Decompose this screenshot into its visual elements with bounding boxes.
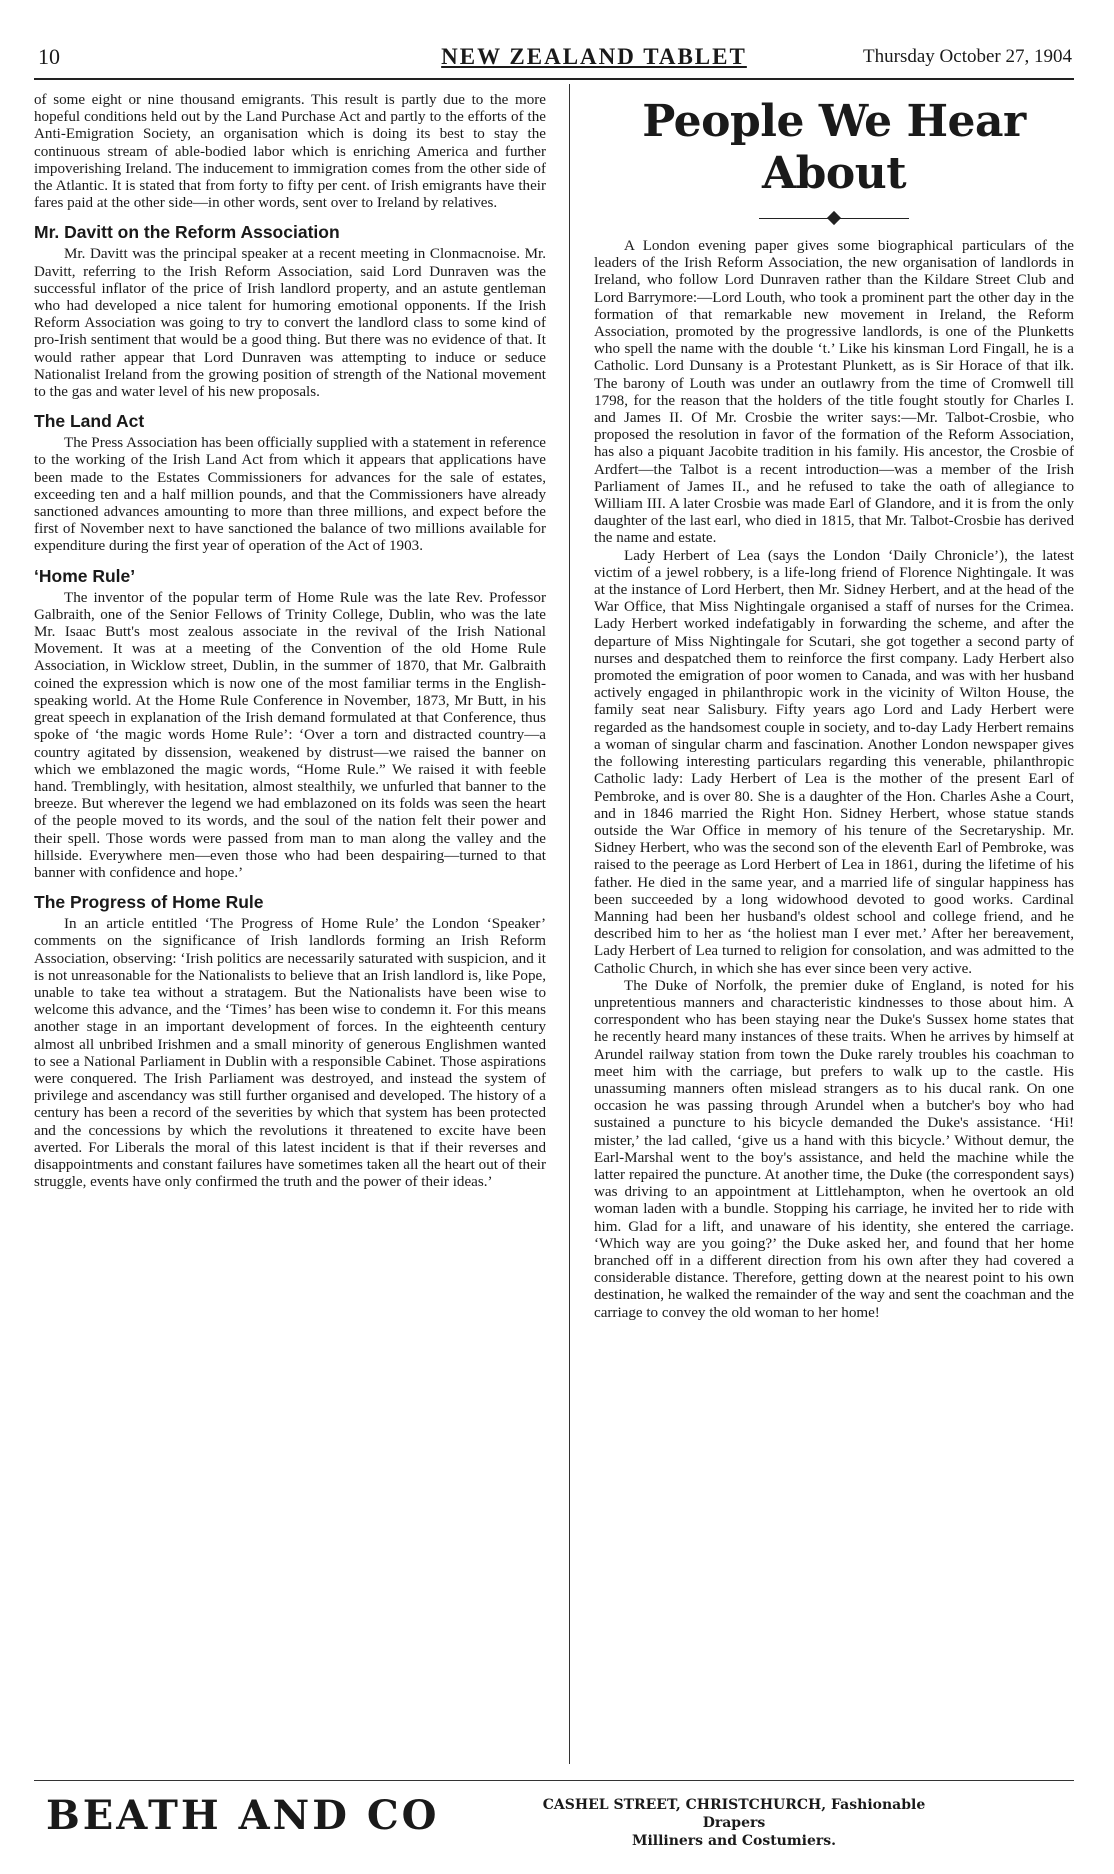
section-heading: The Progress of Home Rule <box>34 892 264 913</box>
article-paragraph: The inventor of the popular term of Home Rule was the late Rev. Professor Galbraith, one of the Senior Fellows of Trinity College, Dublin, who was the late Mr. Isaac Butt's most zealous associate in the revival of the Irish National Movement. It was at a meeting of the Convention of the old Home Rule Association, in Wicklow street, Dublin, in the summer of 1870, that Mr. Galbraith coined the expression which is now one of the most familiar terms in the English-speaking world. At the Home Rule Conference in November, 1873, Mr Butt, in his great speech in explanation of the Irish demand formulated at that Conference, thus spoke of ‘the magic words Home Rule’: ‘Over a torn and distracted country—a country agitated by dissension, weakened by distrust—we raised the banner on which we emblazoned the magic words, “Home Rule.” We raised it with feeble hand. Tremblingly, with hesitation, almost stealthily, we unfurled that banner to the breeze. But wherever the legend we had emblazoned on its folds was seen the heart of the people moved to its words, and the soul of the nation felt their power and their spell. Those words were passed from man to man along the valley and the hillside. Everywhere men—even those who had been despairing—turned to that banner with confidence and hope.’ <box>34 589 546 881</box>
page-number: 10 <box>38 44 60 69</box>
article-paragraph: Mr. Davitt was the principal speaker at a recent meeting in Clonmacnoise. Mr. Davitt, referring to the Irish Reform Association, said Lord Dunraven was the successful inflator of the price of Irish landlord property, and an astute gentleman who had developed a nice talent for humoring emotional opponents. If the Irish Reform Association was going to try to convert the landlord class to some kind of pro-Irish sentiment that would be a good thing. But there was no evidence of that. It would rather appear that Lord Dunraven was attempting to induce or seduce Nationalist Ireland from the growing position of strength of the National movement to the gas and water level of his new proposals. <box>34 246 546 401</box>
left-column <box>34 92 546 1191</box>
section-heading: Mr. Davitt on the Reform Association <box>34 222 340 243</box>
advertiser-details <box>534 1796 934 1850</box>
advertiser-trade: Milliners and Costumiers. <box>631 1833 837 1849</box>
advertiser-name: BEATH AND CO <box>46 1792 440 1839</box>
column-title: People We Hear About <box>642 96 1026 199</box>
page-header <box>34 42 1074 76</box>
right-column <box>594 96 1074 1322</box>
footer-advertisement <box>34 1780 1074 1849</box>
article-paragraph: The Press Association has been officially supplied with a statement in reference to the working of the Irish Land Act from which it appears that applications have been made to the Estates Commissioners for advances for the sale of estates, exceeding ten and a half million pounds, and that the Commissioners have already sanctioned advances amounting to more than three millions, and expect before the first of November next to have sanctioned the balance of two millions available for expenditure during the first year of operation of the Act of 1903. <box>34 435 546 555</box>
footer-rule <box>34 1780 1074 1781</box>
article-paragraph: A London evening paper gives some biographical particulars of the leaders of the Irish Reform Association, the new organisation of landlords in Ireland, who follow Lord Dunraven rather than the Kildare Street Club and Lord Barrymore:—Lord Louth, who took a prominent part the other day in the formation of that remarkable new movement in Ireland, the Reform Association, promoted by the progressive landlords, is one of the Plunketts who spell the name with the double ‘t.’ Like his kinsman Lord Fingall, he is a Catholic. Lord Dunsany is a Protestant Plunkett, as is Sir Horace of that ilk. The barony of Louth was under an outlawry from the time of Cromwell till 1798, for the reason that the holders of the title fought stoutly for Charles I. and James II. Of Mr. Crosbie the writer says:—Mr. Talbot-Crosbie, who proposed the resolution in favor of the formation of the Reform Association, has also a piquant Jacobite tradition in his family. His ancestor, the Crosbie of Ardfert—the Talbot is a recent introduction—was a member of the Irish Parliament of James II., and he refused to take the oath of allegiance to William III. A later Crosbie was made Earl of Glandore, and it is from the only daughter of the last earl, who died in 1815, that Mr. Talbot-Crosbie has derived the name and estate. <box>594 238 1074 547</box>
masthead: NEW ZEALAND TABLET <box>441 44 747 69</box>
advertiser-address: CASHEL STREET, CHRISTCHURCH, Fashionable Drapers <box>542 1797 926 1831</box>
column-divider <box>569 84 570 1764</box>
article-paragraph: The Duke of Norfolk, the premier duke of England, is noted for his unpretentious manners and characteristic kindnesses to those about him. A correspondent who has been staying near the Duke's Sussex home states that he recently heard many instances of these traits. When he arrives by himself at Arundel railway station from town the Duke rarely troubles his coachman to meet him with the carriage, but prefers to walk up to the castle. His unassuming manners often mislead strangers as to his ducal rank. On one occasion he was passing through Arundel when a butcher's boy who had sustained a puncture to his bicycle demanded the Duke's assistance. ‘Hi! mister,’ the lad called, ‘give us a hand with this bicycle.’ Without demur, the Earl-Marshal went to the boy's assistance, and held the machine while the latter repaired the puncture. At another time, the Duke (the correspondent says) was driving to an appointment at Littlehampton, when he overtook an old woman laden with a bundle. Stopping his carriage, he invited her to ride with him. Glad for a lift, and unaware of his identity, she entered the carriage. ‘Which way are you going?’ the Duke asked her, and found that her home branched off in a different direction from his own after they had covered a considerable distance. Therefore, getting down at the nearest point to his own destination, he walked the remainder of the way and sent the coachman and the carriage to convey the old woman to her home! <box>594 977 1074 1321</box>
article-paragraph: In an article entitled ‘The Progress of Home Rule’ the London ‘Speaker’ comments on the significance of Irish landlords forming an Irish Reform Association, observing: ‘Irish politics are necessarily saturated with suspicion, and it is not unreasonable for the Nationalists to believe that an Irish landlord is, like Pope, unable to take tea without a stratagem. But the Nationalists have been wise to welcome this advance, and the ‘Times’ has been wise to condemn it. For this means another stage in an important development of forces. In the eighteenth century almost all unbribed Irishmen and a small minority of generous Englishmen wanted to see a National Parliament in Dublin with a responsible Cabinet. Those aspirations were conquered. The Irish Parliament was destroyed, and instead the system of privilege and ascendancy was still further organised and developed. The history of a century has been a record of the severities by which that system has been protected and the concessions by which the revolutions it threatened to excite have been averted. For Liberals the moral of this latest incident is that if their reverses and disappointments and constant failures have sometimes taken all the heart out of their struggle, events have only confirmed the truth and the power of their ideas.’ <box>34 916 546 1191</box>
section-heading: ‘Home Rule’ <box>34 565 136 586</box>
continued-paragraph: of some eight or nine thousand emigrants. This result is partly due to the more hopeful conditions held out by the Land Purchase Act and partly to the efforts of the Anti-Emigration Society, an organisation which is doing its best to stay the continuous stream of able-bodied labor which is enriching America and further impoverishing Ireland. The inducement to immigration comes from the other side of the Atlantic. It is stated that from forty to fifty per cent. of Irish emigrants have their fares paid at the other side—in other words, sent over to Ireland by relatives. <box>34 92 546 212</box>
issue-date: Thursday October 27, 1904 <box>863 46 1072 67</box>
title-ornament <box>759 210 909 226</box>
header-rule <box>34 78 1074 80</box>
section-heading: The Land Act <box>34 411 145 432</box>
article-paragraph: Lady Herbert of Lea (says the London ‘Daily Chronicle’), the latest victim of a jewel robbery, is a life-long friend of Florence Nightingale. It was at the instance of Lord Herbert, then Mr. Sidney Herbert, and at the head of the War Office, that Miss Nightingale organised a staff of nurses for the Crimea. Lady Herbert worked indefatigably in forwarding the scheme, and after the departure of Miss Nightingale for Scutari, she got together a second party of nurses and despatched them to reinforce the first company. Lady Herbert also promoted the emigration of poor women to Canada, and was with her husband actively engaged in philanthropic work in the vicinity of Wilton House, the family seat near Salisbury. Fifty years ago Lord and Lady Herbert were regarded as the handsomest couple in society, and to-day Lady Herbert remains a woman of singular charm and fascination. Another London newspaper gives the following interesting particulars regarding this venerable, philanthropic Catholic lady: Lady Herbert of Lea is the mother of the present Earl of Pembroke, and is over 80. She is a daughter of the Hon. Charles Ashe a Court, and in 1846 married the Right Hon. Sidney Herbert, whose statue stands outside the War Office in memory of his tenure of the Secretaryship. Mr. Sidney Herbert, who was the second son of the eleventh Earl of Pembroke, was raised to the peerage as Lord Herbert of Lea in 1861, during the lifetime of his father. He died in the same year, and a married life of singular happiness has been succeeded by a long widowhood devoted to good works. Cardinal Manning had been her husband's oldest school and college friend, and he described him to her as ‘the holiest man I ever met.’ After her bereavement, Lady Herbert of Lea turned to religion for consolation, and was admitted to the Catholic Church, in which she has ever since been very active. <box>594 547 1074 977</box>
